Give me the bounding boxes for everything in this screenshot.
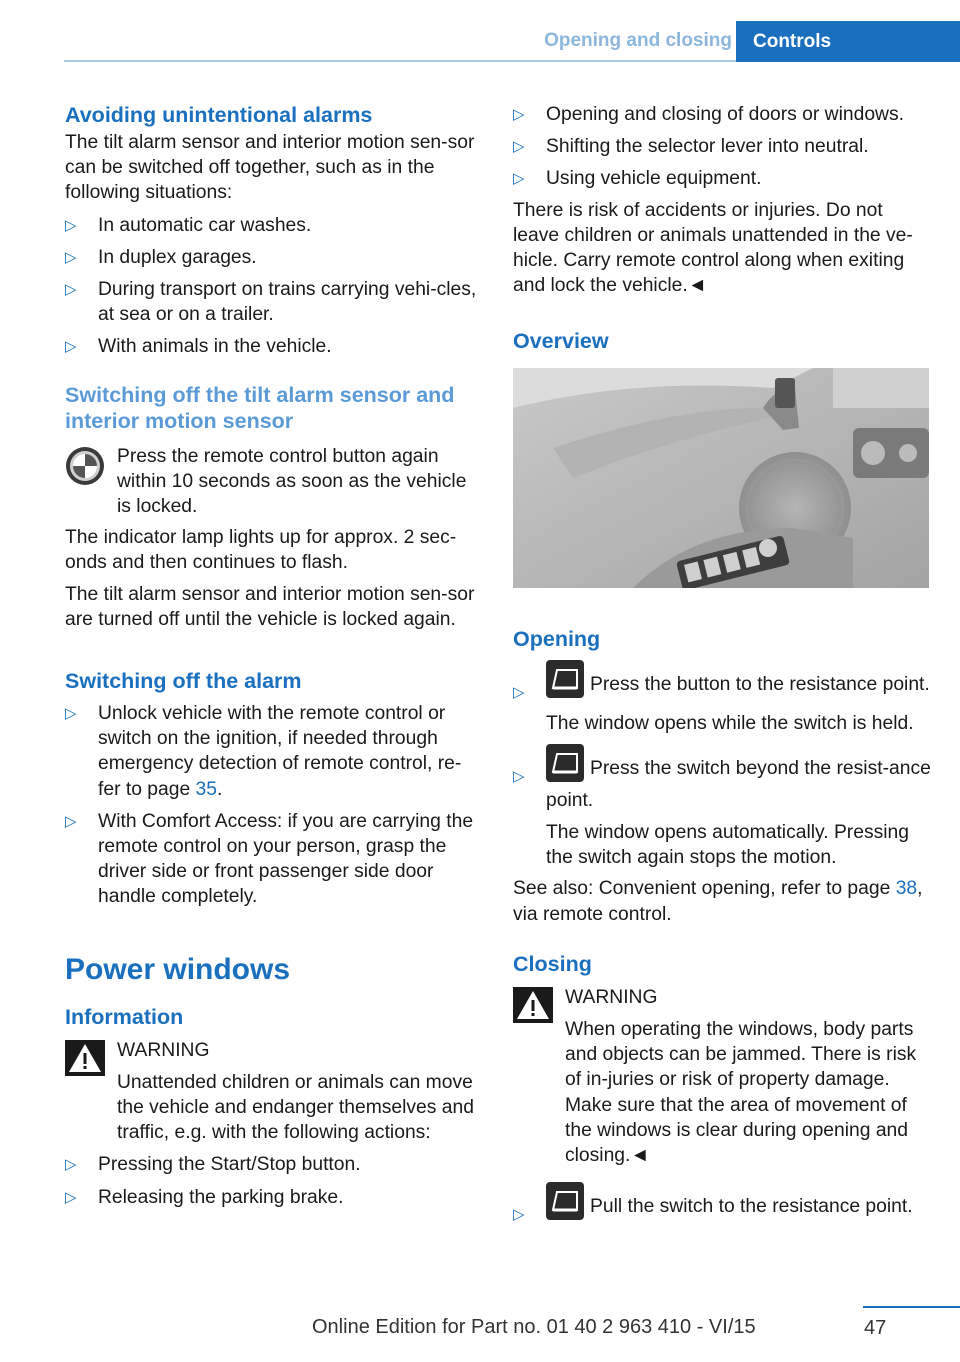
bullet-arrow-icon: ▷ xyxy=(513,767,525,785)
closing-warning-label: WARNING xyxy=(565,986,658,1008)
bullet-arrow-icon: ▷ xyxy=(513,138,525,156)
page-link[interactable]: 35 xyxy=(195,778,217,800)
closing-warning-text: When operating the windows, body parts and objects can be jammed. There is risk of in-juries or risk of property damage. Make sure that the area of movement of the windows is clear during opening and closing.◄ xyxy=(565,1019,917,1167)
warning-label: WARNING xyxy=(117,1039,210,1061)
risk-text: There is risk of accidents or injuries. Do not leave children or animals unattended in the ve-hicle. Carry remote control along when exiting and lock the vehicle.◄ xyxy=(513,199,913,297)
page-link[interactable]: 38 xyxy=(895,878,918,900)
list-item: ▷ Pressing the Start/Stop button. xyxy=(65,1152,483,1177)
list-item: ▷ In duplex garages. xyxy=(65,245,483,270)
alarm-off-list xyxy=(65,701,483,910)
list-item: ▷ With animals in the vehicle. xyxy=(65,334,483,359)
bullet-arrow-icon: ▷ xyxy=(65,1156,77,1174)
heading-information: Information xyxy=(65,1004,184,1029)
turned-off-text: The tilt alarm sensor and interior motion sen-sor are turned off until the vehicle is locked again. xyxy=(65,583,475,630)
list-item: ▷ In automatic car washes. xyxy=(65,213,483,238)
opening-item1-note: The window opens while the switch is held. xyxy=(546,712,914,734)
footer-rule xyxy=(863,1306,960,1308)
alarms-intro: The tilt alarm sensor and interior motion sen-sor can be switched off together, such as in the following situations: xyxy=(65,132,475,204)
alarms-list xyxy=(65,213,483,360)
footer-edition: Online Edition for Part no. 01 40 2 963 410 - VI/15 xyxy=(312,1316,756,1338)
bullet-arrow-icon: ▷ xyxy=(513,1206,525,1224)
bullet-arrow-icon: ▷ xyxy=(65,338,77,356)
list-item: ▷ Pull the switch to the resistance point. xyxy=(513,1188,931,1226)
warning-triangle-icon xyxy=(513,987,553,1030)
right-column xyxy=(513,95,931,1226)
heading-avoiding-alarms: Avoiding unintentional alarms xyxy=(65,103,373,127)
heading-closing: Closing xyxy=(513,951,592,976)
bullet-arrow-icon: ▷ xyxy=(65,216,77,234)
closing-warning-block xyxy=(513,985,931,1168)
left-column xyxy=(65,102,483,1210)
header-tab-controls xyxy=(736,21,960,62)
see-also-text: See also: Convenient opening, refer to page 38, via remote control. xyxy=(513,878,923,925)
list-item: ▷ Unlock vehicle with the remote control or switch on the ignition, if needed through emergency detection of remote control, re-fer to page 35. xyxy=(65,703,462,800)
window-switch-icon xyxy=(546,1182,584,1220)
warning-text: Unattended children or animals can move the vehicle and endanger themselves and traffic, e.g. with the following actions: xyxy=(117,1071,474,1144)
opening-item2-note: The window opens automatically. Pressing the switch again stops the motion. xyxy=(546,822,909,869)
continued-list xyxy=(513,102,931,192)
header-tab-label: Controls xyxy=(753,31,832,52)
door-panel-photo xyxy=(513,368,929,588)
list-item: ▷ Press the button to the resistance point. The window opens while the switch is held. xyxy=(513,666,931,736)
list-item: ▷ Using vehicle equipment. xyxy=(513,166,931,191)
window-switch-icon xyxy=(546,660,584,698)
bullet-arrow-icon: ▷ xyxy=(65,1188,77,1206)
bullet-arrow-icon: ▷ xyxy=(65,705,77,723)
list-item: ▷ Press the switch beyond the resist-ance point. The window opens automatically. Pressing the switch again stops the motion. xyxy=(513,750,931,871)
warning-block xyxy=(65,1038,483,1146)
indicator-text: The indicator lamp lights up for approx. 2 sec-onds and then continues to flash. xyxy=(65,527,457,574)
bullet-arrow-icon: ▷ xyxy=(65,248,77,266)
page-number: 47 xyxy=(864,1317,887,1339)
list-item: ▷ Releasing the parking brake. xyxy=(65,1185,483,1210)
heading-power-windows: Power windows xyxy=(65,952,291,986)
warning-triangle-icon xyxy=(65,1040,105,1083)
opening-list xyxy=(513,666,931,871)
warning-list xyxy=(65,1152,483,1209)
list-item: ▷ Opening and closing of doors or windows. xyxy=(513,102,931,127)
heading-tilt-alarm-off: Switching off the tilt alarm sensor and interior motion sensor xyxy=(65,382,455,433)
header-section-title: Opening and closing xyxy=(544,30,732,51)
heading-opening: Opening xyxy=(513,626,601,651)
list-item: ▷ With Comfort Access: if you are carrying the remote control on your person, grasp the driver side or front passenger side door handle completely. xyxy=(65,810,474,908)
tilt-instruction: Press the remote control button again within 10 seconds as soon as the vehicle is locked. xyxy=(65,444,483,520)
window-switch-icon xyxy=(546,744,584,782)
heading-overview: Overview xyxy=(513,329,609,354)
bullet-arrow-icon: ▷ xyxy=(65,812,77,830)
bullet-arrow-icon: ▷ xyxy=(513,683,525,701)
list-item: ▷ During transport on trains carrying vehi-cles, at sea or on a trailer. xyxy=(65,279,477,326)
closing-list xyxy=(513,1188,931,1226)
bullet-arrow-icon: ▷ xyxy=(513,106,525,123)
bullet-arrow-icon: ▷ xyxy=(513,170,525,188)
bmw-logo-icon xyxy=(65,446,105,493)
bullet-arrow-icon: ▷ xyxy=(65,281,77,299)
list-item: ▷ Shifting the selector lever into neutral. xyxy=(513,134,931,159)
heading-switching-off-alarm: Switching off the alarm xyxy=(65,669,302,694)
